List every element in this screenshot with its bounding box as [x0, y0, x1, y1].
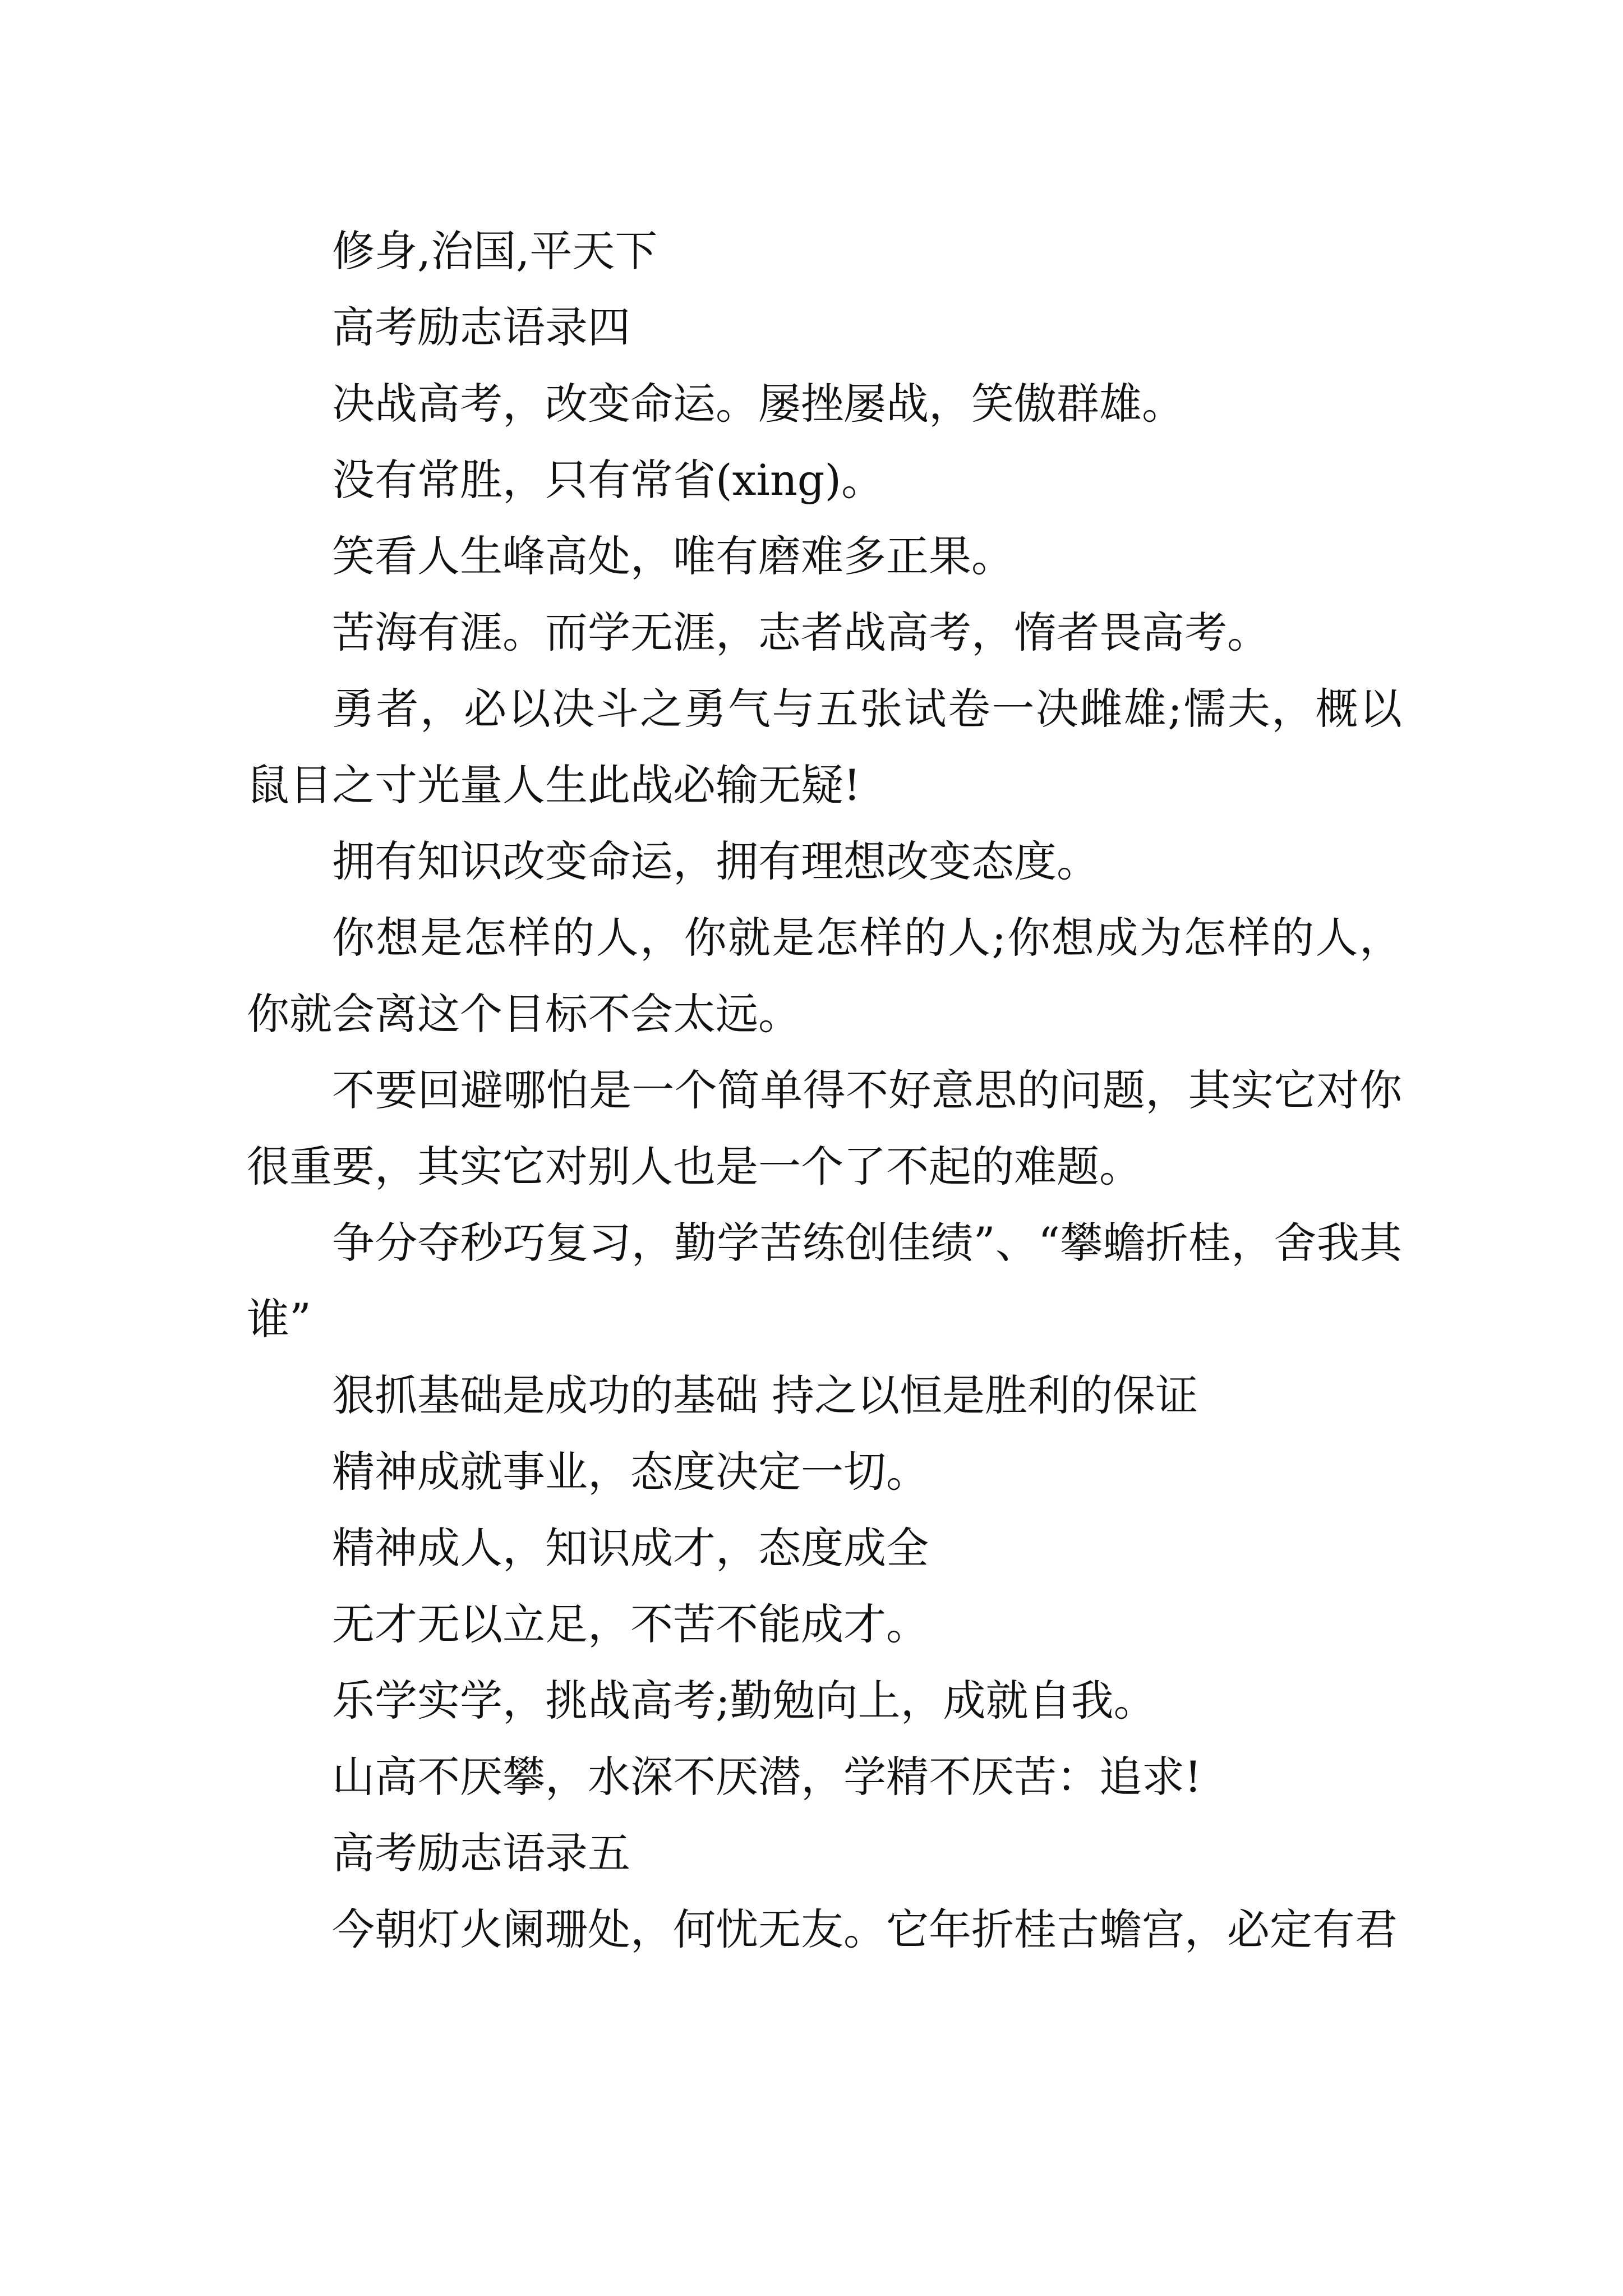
paragraph: 苦海有涯。而学无涯，志者战高考，惰者畏高考。 [332, 608, 1270, 657]
paragraph: 笑看人生峰高处，唯有磨难多正果。 [332, 531, 1014, 581]
section-heading: 高考励志语录四 [332, 302, 630, 352]
paragraph: 修身,治国,平天下 [332, 226, 658, 276]
paragraph: 勇者，必以决斗之勇气与五张试卷一决雌雄;懦夫，概以鼠目之寸光量人生此战必输无疑! [247, 684, 1402, 810]
paragraph: 争分夺秒巧复习，勤学苦练创佳绩”、“攀蟾折桂，舍我其谁” [247, 1218, 1402, 1344]
paragraph: 精神成就事业，态度决定一切。 [332, 1447, 929, 1497]
paragraph: 无才无以立足，不苦不能成才。 [332, 1599, 929, 1649]
document-body [247, 213, 1402, 1968]
paragraph: 精神成人，知识成才，态度成全 [332, 1523, 929, 1573]
paragraph: 今朝灯火阑珊处，何忧无友。它年折桂古蟾宫，必定有君 [332, 1904, 1398, 1954]
section-heading: 高考励志语录五 [332, 1828, 630, 1878]
paragraph: 决战高考，改变命运。屡挫屡战，笑傲群雄。 [332, 379, 1184, 429]
paragraph: 山高不厌攀，水深不厌潜，学精不厌苦：追求! [332, 1752, 1202, 1802]
paragraph: 不要回避哪怕是一个简单得不好意思的问题，其实它对你很重要，其实它对别人也是一个了不起的难题。 [247, 1065, 1402, 1191]
paragraph: 乐学实学，挑战高考;勤勉向上，成就自我。 [332, 1676, 1156, 1726]
paragraph: 你想是怎样的人，你就是怎样的人;你想成为怎样的人，你就会离这个目标不会太远。 [247, 913, 1402, 1039]
paragraph: 拥有知识改变命运，拥有理想改变态度。 [332, 836, 1099, 886]
paragraph: 没有常胜，只有常省(xing)。 [332, 455, 884, 505]
paragraph: 狠抓基础是成功的基础 持之以恒是胜利的保证 [332, 1370, 1198, 1420]
